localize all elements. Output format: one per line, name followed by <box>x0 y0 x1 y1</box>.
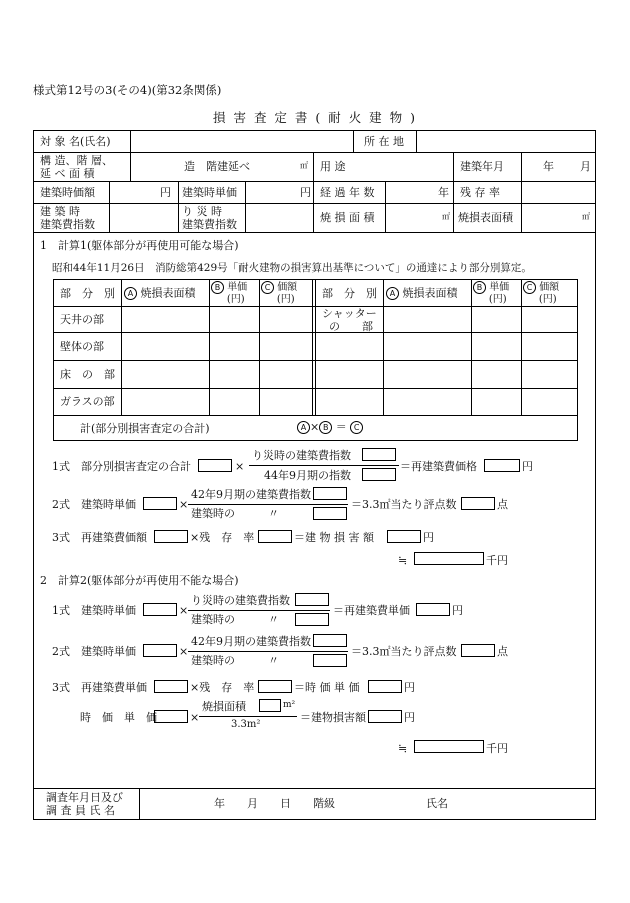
calc2-f4-numerator: 焼損面積 <box>202 700 246 713</box>
calc2-f4-times: × <box>190 711 200 724</box>
index-label: 建 築 時 建築費指数 <box>40 205 95 231</box>
calc2-f3-mid: ×残 存 率 <box>190 681 255 694</box>
burned-area-unit: ㎡ <box>442 212 450 221</box>
calc2-f4-denominator: 3.3m² <box>231 719 261 730</box>
calc2-f1-label: 1式 建築時単価 <box>52 604 136 617</box>
calc2-f1-times: × <box>179 604 189 617</box>
calc2-f2-result-label: ＝3.3㎡当たり評点数 <box>351 645 457 658</box>
calc2-f2-input[interactable] <box>143 644 177 657</box>
calc2-f1-result-input[interactable] <box>416 603 450 616</box>
calc2-f3-label: 3式 再建築費単価 <box>52 681 147 694</box>
elapsed-label: 経 過 年 数 <box>320 186 375 199</box>
form-frame <box>33 130 596 820</box>
calc2-f2-fraction-line <box>188 651 348 652</box>
calc2-f2-result-input[interactable] <box>461 644 495 657</box>
calc1-f2-times: × <box>179 498 189 511</box>
calc1-f3-input[interactable] <box>154 530 188 543</box>
calc2-f4-label: 時 価 単 価 <box>80 711 157 724</box>
calc1-f2-den-input[interactable] <box>313 507 347 520</box>
col-c-header: C 価額 (円) <box>261 281 297 306</box>
calc2-f1-yen: 円 <box>452 604 463 617</box>
calc2-f2-numerator: 42年9月期の建築費指数 <box>191 635 311 648</box>
burned-surface-unit: ㎡ <box>582 212 590 221</box>
price-yen: 円 <box>160 186 171 199</box>
circle-b-icon: B <box>211 281 224 294</box>
calc1-f1-result-input[interactable] <box>484 459 520 472</box>
col-a-header-right: A 焼損表面積 <box>386 287 458 300</box>
location-label: 所 在 地 <box>364 135 404 148</box>
calc1-f1-denominator: 44年9月期の指数 <box>264 469 351 482</box>
unit-price-label: 建築時単価 <box>182 186 237 199</box>
col-b-header-right: B 単価 (円) <box>473 281 509 306</box>
circle-b-icon: B <box>473 281 486 294</box>
form-id: 様式第12号の3(その4)(第32条関係) <box>33 83 222 97</box>
calc2-f3-rate-input[interactable] <box>258 680 292 693</box>
calc2-f4-input[interactable] <box>154 710 188 723</box>
calc1-f1-numerator: り災時の建築費指数 <box>252 449 351 462</box>
burned-area-label: 焼 損 面 積 <box>320 211 375 224</box>
calc1-f1-yen: 円 <box>522 460 533 473</box>
calc1-f1-result-label: ＝再建築費価格 <box>400 460 477 473</box>
calc2-f2-label: 2式 建築時単価 <box>52 645 136 658</box>
calc1-f3-rate-input[interactable] <box>258 530 292 543</box>
row-ceiling: 天井の部 <box>60 313 104 326</box>
calc2-heading: 2 計算2(躯体部分が再使用不能な場合) <box>40 574 239 587</box>
survey-date: 年 月 日 階級 <box>214 797 335 810</box>
col-part-label: 部 分 別 <box>60 287 115 300</box>
calc1-f3-result-label: ＝建 物 損 害 額 <box>294 531 374 544</box>
calc1-approx-input[interactable] <box>414 552 484 565</box>
calc1-thousand-yen: 千円 <box>486 554 508 567</box>
calc2-f4-num-unit: m² <box>283 700 296 710</box>
calc2-f1-num-input[interactable] <box>295 593 329 606</box>
owner-label: 対 象 名(氏名) <box>40 135 111 148</box>
unit-price-yen: 円 <box>300 186 311 199</box>
row-shutter: シャッター の 部 <box>322 307 377 333</box>
calc2-f2-point: 点 <box>497 645 508 658</box>
col-part-label-right: 部 分 別 <box>322 287 377 300</box>
calc2-approx-input[interactable] <box>414 740 484 753</box>
circle-c-icon: C <box>350 421 363 434</box>
calc2-f4-fraction-line <box>199 716 297 717</box>
calc1-f2-numerator: 42年9月期の建築費指数 <box>191 488 311 501</box>
surveyor-name-label: 氏名 <box>426 797 448 810</box>
calc1-heading: 1 計算1(躯体部分が再使用可能な場合) <box>40 239 239 252</box>
total-formula: A × B ＝ C <box>297 421 363 434</box>
calc2-f2-den-input[interactable] <box>313 654 347 667</box>
remain-label: 残 存 率 <box>460 186 500 199</box>
year-built-label: 建築年月 <box>460 160 504 173</box>
calc2-f4-result-input[interactable] <box>368 710 402 723</box>
calc2-f4-result-label: ＝建物損害額 <box>300 711 366 724</box>
calc2-f1-fraction-line <box>188 610 330 611</box>
calc1-f2-result-label: ＝3.3㎡当たり評点数 <box>351 498 457 511</box>
burned-surface-label: 焼損表面積 <box>458 211 513 224</box>
calc2-f3-result-label: ＝時 価 単 価 <box>294 681 360 694</box>
calc2-f4-yen: 円 <box>404 711 415 724</box>
circle-a-icon: A <box>386 287 399 300</box>
calc2-f1-result-label: ＝再建築費単価 <box>333 604 410 617</box>
calc1-f2-input[interactable] <box>143 497 177 510</box>
page-title: 損 害 査 定 書 ( 耐 火 建 物 ) <box>213 110 417 125</box>
area-unit: ㎡ <box>300 161 308 170</box>
use-label: 用 途 <box>320 160 346 173</box>
calc2-f3-result-input[interactable] <box>368 680 402 693</box>
circle-c-icon: C <box>523 281 536 294</box>
calc1-f2-denominator: 建築時の 〃 <box>191 507 279 520</box>
circle-b-icon: B <box>319 421 332 434</box>
calc1-f2-fraction-line <box>188 504 348 505</box>
calc2-f3-yen: 円 <box>404 681 415 694</box>
calc1-f2-point: 点 <box>497 498 508 511</box>
price-label: 建築時価額 <box>40 186 95 199</box>
calc2-f2-times: × <box>179 645 189 658</box>
calc1-f2-result-input[interactable] <box>461 497 495 510</box>
calc1-f3-mid: ×残 存 率 <box>190 531 255 544</box>
calc2-approx: ≒ <box>398 742 408 755</box>
calc2-f1-numerator: り災時の建築費指数 <box>191 594 290 607</box>
calc2-f1-denominator: 建築時の 〃 <box>191 613 279 626</box>
calc1-f1-input[interactable] <box>198 459 232 472</box>
circle-c-icon: C <box>261 281 274 294</box>
circle-a-icon: A <box>297 421 310 434</box>
month-unit: 月 <box>580 160 591 173</box>
structure-value: 造 階建延べ <box>184 160 250 173</box>
calc2-f2-denominator: 建築時の 〃 <box>191 654 279 667</box>
circle-a-icon: A <box>124 287 137 300</box>
part-table <box>53 279 578 441</box>
row-glass: ガラスの部 <box>60 395 115 408</box>
calc2-thousand-yen: 千円 <box>486 742 508 755</box>
col-b-header: B 単価 (円) <box>211 281 247 306</box>
calc2-f2-num-input[interactable] <box>313 634 347 647</box>
calc1-f1-den-input[interactable] <box>362 468 396 481</box>
col-a-header: A 焼損表面積 <box>124 287 196 300</box>
total-label: 計(部分別損害査定の合計) <box>80 422 210 435</box>
disaster-index-label: り 災 時 建築費指数 <box>182 205 237 231</box>
structure-label: 構 造、階 層、 延 べ 面 積 <box>40 154 113 180</box>
survey-label: 調査年月日及び 調 査 員 氏 名 <box>46 791 123 817</box>
calc1-note: 昭和44年11月26日 消防総第429号「耐火建物の損害算出基準について」の通達により部分別算定。 <box>52 262 532 274</box>
calc2-f1-den-input[interactable] <box>295 613 329 626</box>
calc1-approx: ≒ <box>398 554 408 567</box>
calc1-f3-result-input[interactable] <box>387 530 421 543</box>
calc2-f1-input[interactable] <box>143 603 177 616</box>
calc1-f1-fraction-line <box>249 465 399 466</box>
calc1-f1-times: × <box>235 460 245 473</box>
year-unit: 年 <box>543 160 554 173</box>
row-wall: 壁体の部 <box>60 340 104 353</box>
calc2-f3-input[interactable] <box>154 680 188 693</box>
calc1-f1-num-input[interactable] <box>362 448 396 461</box>
calc2-f4-area-input[interactable] <box>259 699 281 712</box>
calc1-f1-label: 1式 部分別損害査定の合計 <box>52 460 191 473</box>
calc1-f2-label: 2式 建築時単価 <box>52 498 136 511</box>
calc1-f3-yen: 円 <box>423 531 434 544</box>
row-floor: 床 の 部 <box>60 368 115 381</box>
calc1-f2-num-input[interactable] <box>313 487 347 500</box>
elapsed-unit: 年 <box>438 186 449 199</box>
calc1-f3-label: 3式 再建築費価額 <box>52 531 147 544</box>
col-c-header-right: C 価額 (円) <box>523 281 559 306</box>
